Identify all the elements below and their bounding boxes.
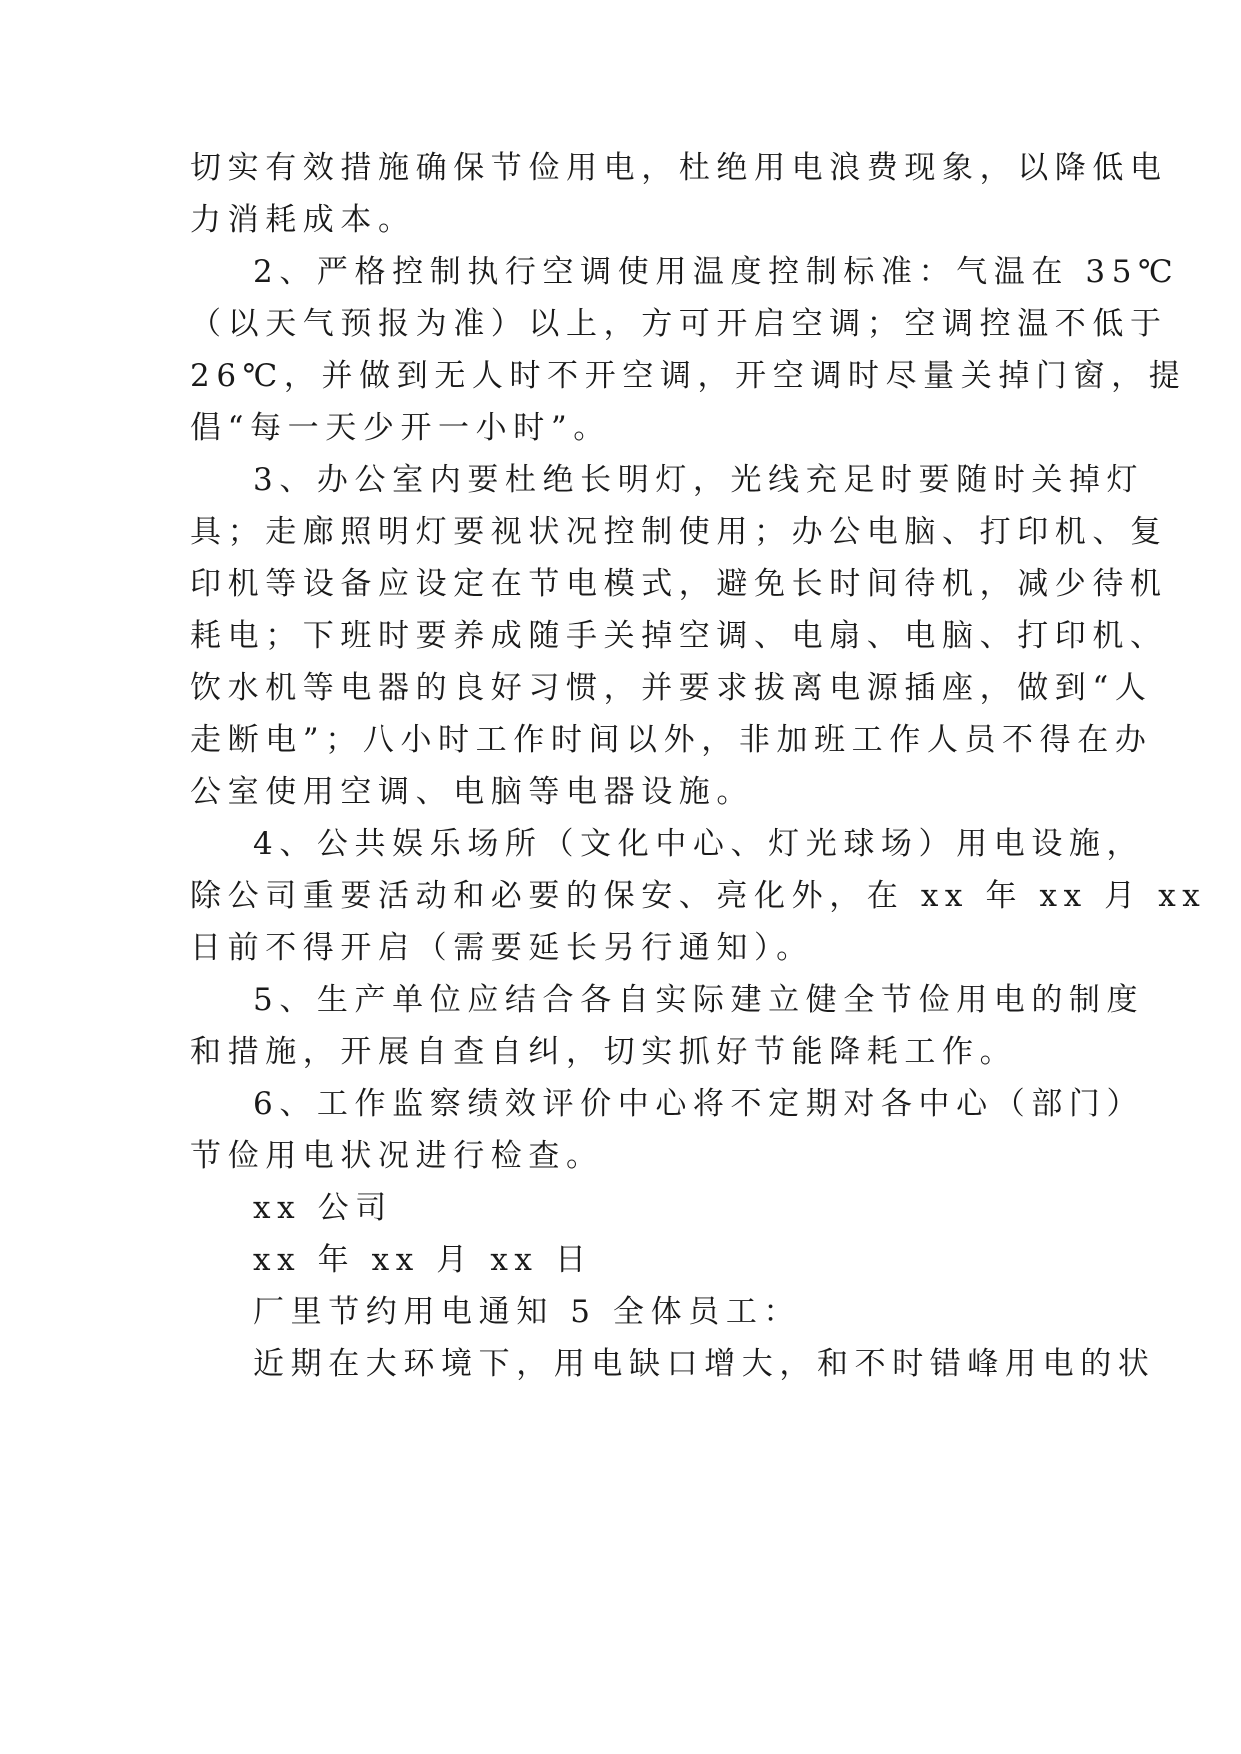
text-line: 26℃，并做到无人时不开空调，开空调时尽量关掉门窗，提 xyxy=(190,358,1187,394)
text-line: 除公司重要活动和必要的保安、亮化外，在 xx 年 xx 月 xx xyxy=(190,878,1207,914)
text-line: （以天气预报为准）以上，方可开启空调；空调控温不低于 xyxy=(190,306,1168,342)
text-line: 印机等设备应设定在节电模式，避免长时间待机，减少待机 xyxy=(190,566,1168,602)
section-heading: 厂里节约用电通知 5 全体员工： xyxy=(253,1294,802,1330)
text-line: 2、严格控制执行空调使用温度控制标准：气温在 35℃ xyxy=(253,254,1180,290)
text-line: 饮水机等电器的良好习惯，并要求拔离电源插座，做到“人 xyxy=(190,670,1153,706)
text-line: 3、办公室内要杜绝长明灯，光线充足时要随时关掉灯 xyxy=(253,462,1145,498)
text-line: 和措施，开展自查自纠，切实抓好节能降耗工作。 xyxy=(190,1034,1018,1070)
text-line: 节俭用电状况进行检查。 xyxy=(190,1138,604,1174)
text-line: 切实有效措施确保节俭用电，杜绝用电浪费现象，以降低电 xyxy=(190,150,1168,186)
text-line: 倡“每一天少开一小时”。 xyxy=(190,410,611,446)
text-line: 耗电；下班时要养成随手关掉空调、电扇、电脑、打印机、 xyxy=(190,618,1168,654)
text-line: 力消耗成本。 xyxy=(190,202,416,238)
signature-date: xx 年 xx 月 xx 日 xyxy=(253,1242,593,1278)
text-line: 4、公共娱乐场所（文化中心、灯光球场）用电设施， xyxy=(253,826,1145,862)
text-line: 近期在大环境下，用电缺口增大，和不时错峰用电的状 xyxy=(253,1346,1156,1382)
signature-company: xx 公司 xyxy=(253,1190,393,1226)
text-line: 5、生产单位应结合各自实际建立健全节俭用电的制度 xyxy=(253,982,1145,1018)
text-line: 6、工作监察绩效评价中心将不定期对各中心（部门） xyxy=(253,1086,1145,1122)
text-line: 日前不得开启（需要延长另行通知）。 xyxy=(190,930,814,966)
text-line: 走断电”；八小时工作时间以外，非加班工作人员不得在办 xyxy=(190,722,1153,758)
text-line: 具；走廊照明灯要视状况控制使用；办公电脑、打印机、复 xyxy=(190,514,1168,550)
text-line: 公室使用空调、电脑等电器设施。 xyxy=(190,774,754,810)
